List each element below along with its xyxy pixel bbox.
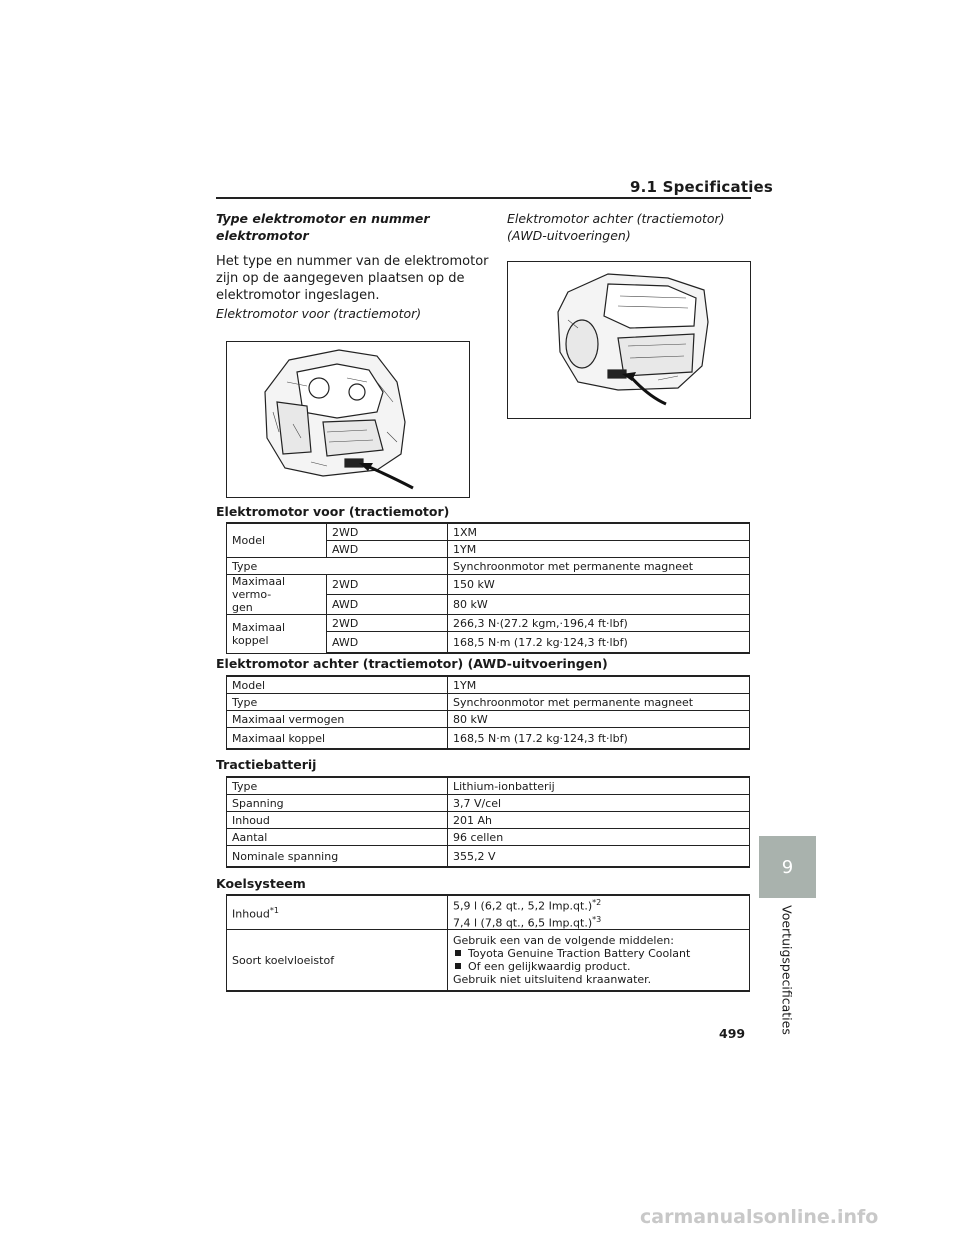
section-heading: [216, 210, 430, 244]
table-cell-label: Aantal: [227, 829, 448, 846]
table-cell: 96 cellen: [448, 829, 750, 846]
table-cell-label: Model: [227, 676, 448, 694]
table-cell: 150 kW: [448, 575, 750, 595]
table-row: [227, 575, 750, 595]
table-cell: AWD: [327, 595, 448, 615]
paragraph-line: Het type en nummer van de elektromotor: [216, 254, 489, 269]
table-cell-label: Model: [227, 523, 327, 558]
table-row: [227, 676, 750, 694]
capacity-label: Inhoud: [232, 907, 270, 921]
table-cell: 80 kW: [448, 711, 750, 728]
table-row: [227, 846, 750, 868]
cooling-table-title: Koelsysteem: [216, 876, 306, 891]
table-cell-label: Spanning: [227, 795, 448, 812]
table-cell-label: [227, 895, 448, 930]
front-motor-table: [226, 522, 750, 654]
table-cell: [448, 895, 750, 930]
label-line: Maximaal vermo-: [232, 575, 286, 601]
table-cell: 266,3 N·(27.2 kgm,·196,4 ft·lbf): [448, 615, 750, 632]
table-cell: Synchroonmotor met permanente magneet: [448, 694, 750, 711]
table-cell: 2WD: [327, 615, 448, 632]
table-cell: 355,2 V: [448, 846, 750, 868]
table-cell-label: Maximaal koppel: [227, 615, 327, 654]
caption-line: Elektromotor achter (tractiemotor): [507, 211, 725, 226]
table-cell: Lithium-ionbatterij: [448, 777, 750, 795]
cooling-table: [226, 894, 750, 992]
footnote-marker: *2: [592, 898, 602, 907]
page-number: 499: [719, 1026, 746, 1041]
table-cell: 1YM: [448, 676, 750, 694]
paragraph-line: zijn op de aangegeven plaatsen op de: [216, 271, 465, 286]
table-cell-label: Maximaal vermogen: [227, 711, 448, 728]
table-cell-label: Soort koelvloeistof: [227, 930, 448, 992]
table-cell: AWD: [327, 632, 448, 654]
coolant-note: Gebruik niet uitsluitend kraanwater.: [453, 973, 652, 987]
rear-motor-caption: [507, 210, 725, 244]
battery-table: [226, 776, 750, 868]
caption-line: (AWD-uitvoeringen): [507, 228, 631, 243]
bullet-icon: [455, 950, 461, 956]
table-row: [227, 895, 750, 930]
table-row: [227, 558, 750, 575]
footnote-marker: *1: [269, 906, 279, 916]
table-cell: 168,5 N·m (17.2 kg·124,3 ft·lbf): [448, 632, 750, 654]
table-cell-label: [227, 575, 327, 615]
table-cell: 168,5 N·m (17.2 kg·124,3 ft·lbf): [448, 728, 750, 750]
front-motor-icon: [227, 342, 469, 497]
table-cell: Synchroonmotor met permanente magneet: [448, 558, 750, 575]
rear-motor-table-title: Elektromotor achter (tractiemotor) (AWD-uitvoeringen): [216, 656, 608, 671]
front-motor-caption: Elektromotor voor (tractiemotor): [216, 306, 422, 321]
table-cell-label: Inhoud: [227, 812, 448, 829]
watermark: carmanualsonline.info: [640, 1206, 879, 1228]
paragraph-line: elektromotor ingeslagen.: [216, 288, 380, 303]
table-cell: AWD: [327, 541, 448, 558]
table-row: [227, 829, 750, 846]
table-cell: 2WD: [327, 523, 448, 541]
header-rule: [216, 197, 751, 199]
table-row: [227, 795, 750, 812]
table-cell-label: Type: [227, 694, 448, 711]
label-line: gen: [232, 601, 253, 614]
table-cell: 201 Ah: [448, 812, 750, 829]
rear-motor-illustration: [507, 261, 751, 419]
section-heading-line: elektromotor: [216, 228, 309, 243]
list-item: Toyota Genuine Traction Battery Coolant: [468, 947, 691, 961]
chapter-tab: [759, 898, 816, 1038]
footnote-marker: *3: [592, 914, 602, 924]
table-cell-label: Type: [227, 558, 448, 575]
table-row: [227, 777, 750, 795]
table-row: [227, 711, 750, 728]
table-cell-label: Type: [227, 777, 448, 795]
section-header: 9.1 Specificaties: [630, 178, 774, 196]
chapter-tab-label: Voertuigspecificaties: [779, 905, 795, 1035]
table-row: [227, 694, 750, 711]
table-cell: 80 kW: [448, 595, 750, 615]
table-cell: [448, 930, 750, 992]
table-cell: 3,7 V/cel: [448, 795, 750, 812]
table-row: [227, 930, 750, 992]
intro-paragraph: [216, 253, 489, 304]
front-motor-table-title: Elektromotor voor (tractiemotor): [216, 504, 450, 519]
table-row: [227, 812, 750, 829]
table-row: [227, 615, 750, 632]
table-row: [227, 523, 750, 541]
section-heading-line: Type elektromotor en nummer: [216, 211, 430, 226]
capacity-value: 5,9 l (6,2 qt., 5,2 Imp.qt.): [453, 899, 593, 913]
table-cell: 2WD: [327, 575, 448, 595]
table-row: [227, 728, 750, 750]
coolant-intro: Gebruik een van de volgende middelen:: [453, 934, 674, 948]
bullet-icon: [455, 963, 461, 969]
table-cell: 1YM: [448, 541, 750, 558]
rear-motor-table: [226, 675, 750, 750]
table-cell-label: Maximaal koppel: [227, 728, 448, 750]
front-motor-illustration: [226, 341, 470, 498]
list-item: Of een gelijkwaardig product.: [468, 960, 631, 974]
capacity-value: 7,4 l (7,8 qt., 6,5 Imp.qt.): [453, 916, 593, 930]
rear-motor-icon: [508, 262, 750, 418]
chapter-tab-number: 9: [759, 836, 816, 898]
table-cell-label: Nominale spanning: [227, 846, 448, 868]
table-cell: 1XM: [448, 523, 750, 541]
battery-table-title: Tractiebatterij: [216, 757, 317, 772]
